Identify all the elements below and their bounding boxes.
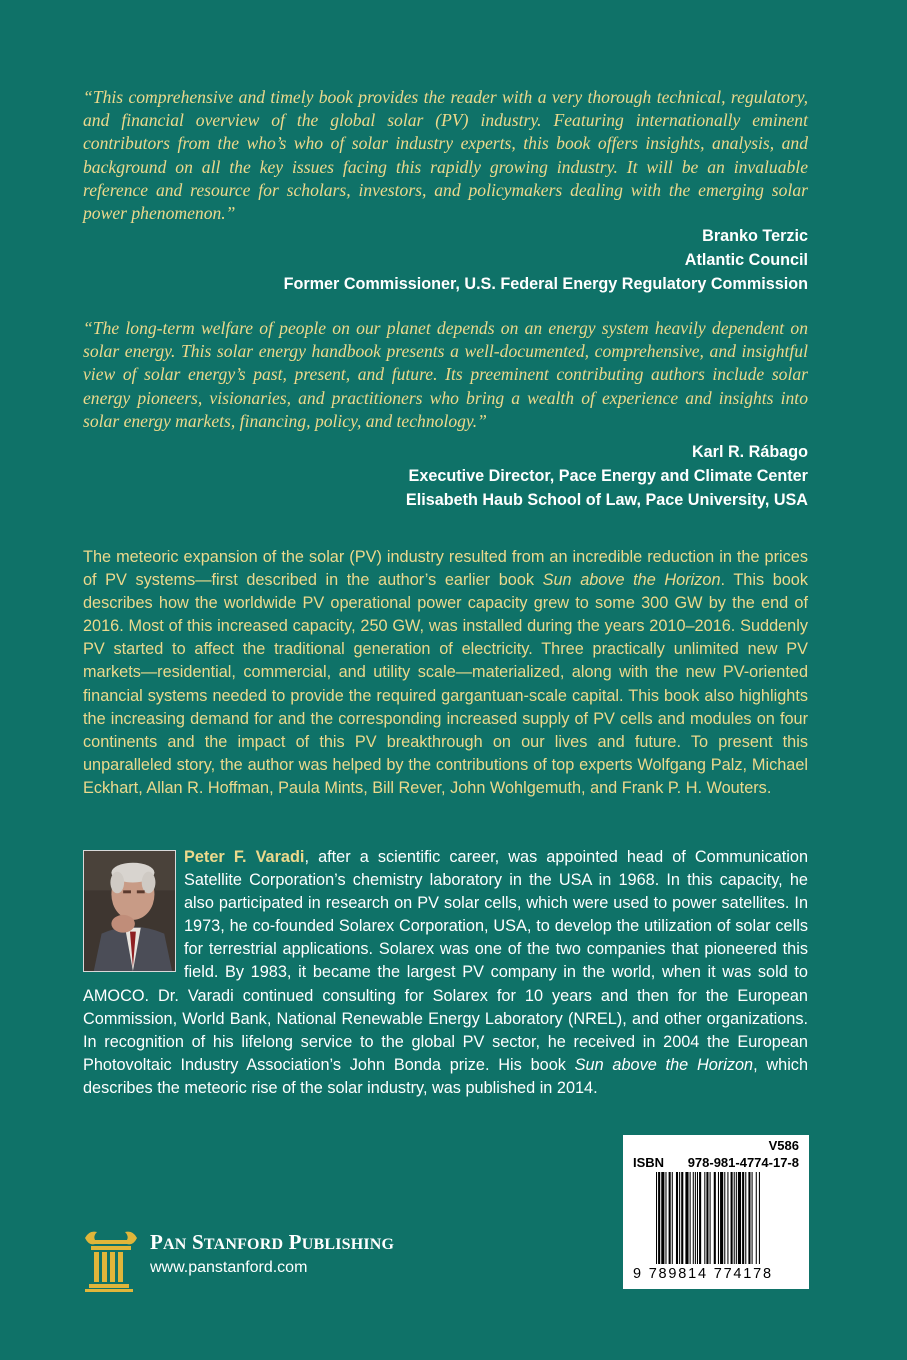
review-attribution-1 [284, 224, 808, 296]
publisher-website[interactable]: www.panstanford.com [150, 1259, 308, 1276]
author-bio: Peter F. Varadi, after a scientific career, was appointed head of Communication Satellite Corporation’s chemistry laboratory in the USA in 1968. In this capacity, he also participated in research on PV solar cells, which were used to power satellites. In 1973, he co-founded Solarex Corporation, USA, to develop the utilization of solar cells for terrestrial applications. Solarex was one of the two companies that pioneered this field. By 1983, it became the largest PV company in the world, when it was sold to AMOCO. Dr. Varadi continued consulting for Solarex for 10 years and then for the European Commission, World Bank, National Renewable Energy Laboratory (NREL), and other organizations. In recognition of his lifelong service to the global PV sector, he received in 2004 the European Photovoltaic Industry Association’s John Bonda prize. His book Sun above the Horizon, which describes the meteoric rise of the solar industry, was published in 2014. [83, 848, 809, 1097]
isbn-number: 978-981-4774-17-8 [687, 1155, 799, 1170]
pillar-icon [83, 1228, 139, 1292]
review-attribution-2 [406, 440, 808, 512]
isbn-line [633, 1155, 799, 1170]
author-name: Peter F. Varadi [184, 848, 305, 866]
isbn-barcode [623, 1135, 809, 1289]
reviewer-name: Karl R. Rábago [691, 443, 808, 461]
reviewer-name: Branko Terzic [702, 227, 808, 245]
referenced-book-title: Sun above the Horizon [574, 1055, 754, 1074]
referenced-book-title: Sun above the Horizon [542, 571, 721, 590]
author-photo [83, 850, 176, 972]
book-description: The meteoric expansion of the solar (PV) industry resulted from an incredible reduction in the prices of PV systems—first described in the author’s earlier book Sun above the Horizon. This book describes how the worldwide PV operational power capacity grew to some 300 GW by the end of 2016. Most of this increased capacity, 250 GW, was installed during the years 2010–2016. Suddenly PV started to affect the traditional generation of electricity. Three practically unlimited new PV markets—residential, commercial, and utility scale—materialized, along with the new PV-oriented financial systems needed to provide the required gargantuan-scale capital. This book also highlights the increasing demand for and the corresponding increased supply of PV cells and modules on four continents and the impact of this PV breakthrough on our lives and future. To present this unparalleled story, the author was helped by the contributions of top experts Wolfgang Palz, Michael Eckhart, Allan R. Hoffman, Paula Mints, Bill Rever, John Wohlgemuth, and Frank P. H. Wouters. [83, 548, 808, 797]
reviewer-title: Executive Director, Pace Energy and Climate Center [408, 467, 808, 485]
reviewer-affiliation: Elisabeth Haub School of Law, Pace University, USA [405, 491, 808, 509]
price-code: V586 [768, 1138, 799, 1153]
publisher-logo [83, 1226, 423, 1292]
isbn-label: ISBN [633, 1155, 665, 1170]
reviewer-title: Former Commissioner, U.S. Federal Energy Regulatory Commission [283, 275, 808, 293]
review-quote-1: “This comprehensive and timely book provides the reader with a very thorough technical, regulatory, and financial overview of the global solar (PV) industry. Featuring internationally eminent contributors from the who’s who of solar industry experts, this book offers insights, analysis, and background on all the key issues facing this rapidly growing industry. It will be an invaluable reference and resource for scholars, investors, and policymakers dealing with the emerging solar power phenomenon.” [83, 87, 808, 224]
publisher-name: PAN STANFORD PUBLISHING [150, 1230, 395, 1254]
reviewer-affiliation: Atlantic Council [684, 251, 808, 269]
review-quote-2: “The long-term welfare of people on our planet depends on an energy system heavily dependent on solar energy. This solar energy handbook presents a well-documented, comprehensive, and insightful view of solar energy’s past, present, and future. Its preeminent contributing authors include solar energy pioneers, visionaries, and practitioners who bring a wealth of experience and insights into solar energy markets, financing, policy, and technology.” [83, 318, 808, 431]
barcode-digits: 9 789814 774178 [633, 1266, 773, 1282]
barcode-bars [656, 1172, 806, 1268]
